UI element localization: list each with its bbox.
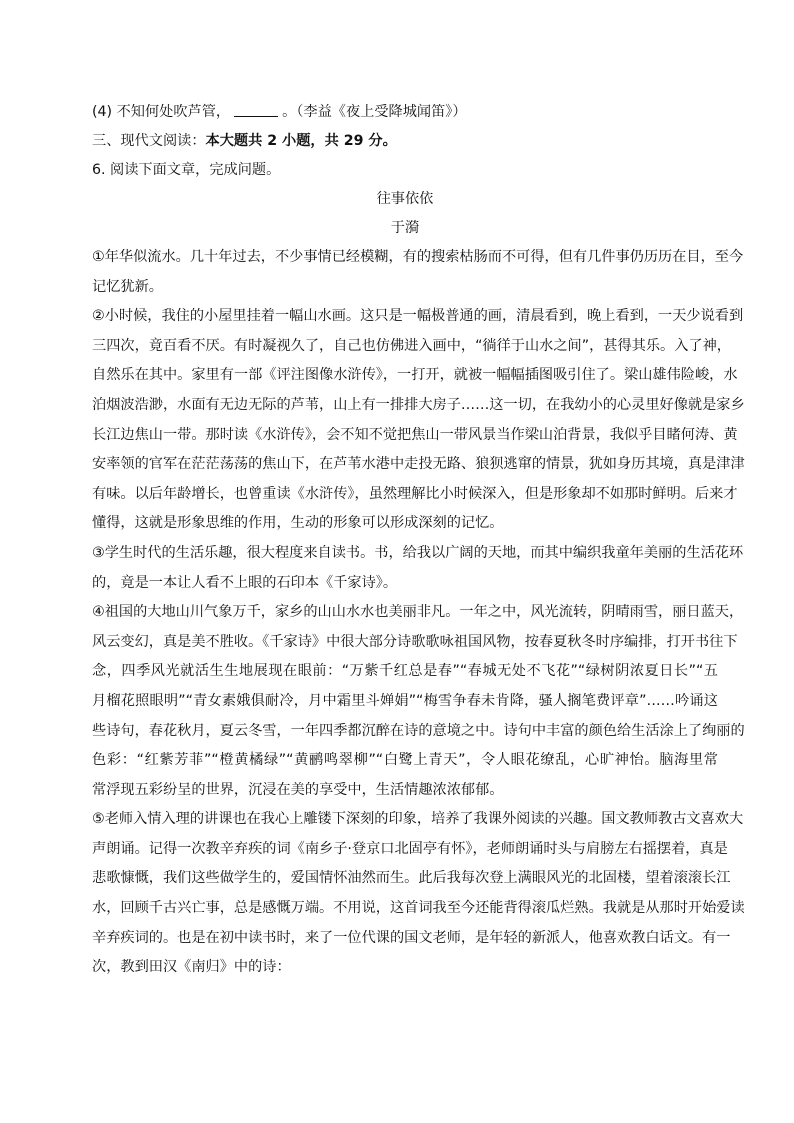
question-4-suffix: 。（李益《夜上受降城闻笛》） [282,104,467,120]
section-3-bold: 本大题共 2 小题，共 29 分。 [205,133,397,149]
question-6-instruction: 6. 阅读下面文章，完成问题。 [92,162,281,178]
question-4 [92,98,718,127]
paragraph-line: 风云变幻，真是美不胜收。《千家诗》中很大部分诗歌歌咏祖国风物，按春夏秋冬时序编排，打开书往下 [92,633,738,650]
article-body [92,243,745,983]
paragraph-line: ①年华似流水。几十年过去，不少事情已经模糊，有的搜索枯肠而不可得，但有几件事仍历历在目，至今 [92,249,744,265]
paragraph-line: 有味。以后年龄增长，也曾重读《水浒传》，虽然理解比小时候深入，但是形象却不如那时鲜明。后来才 [92,485,738,502]
paragraph-line: ⑤老师入情入理的讲课也在我心上雕镂下深刻的印象，培养了我课外阅读的兴趣。国文教师教古文喜欢大 [92,811,744,828]
paragraph-line: 念，四季风光就活生生地展现在眼前：“万紫千红总是春”“春城无处不飞花”“绿树阴浓夏日长”“五 [92,663,718,680]
question-4-prefix: (4) 不知何处吹芦管， [92,104,231,120]
article-title: 往事依依 [376,191,434,207]
paragraph-line: 辛弃疾词的。也是在初中读书时，来了一位代课的国文老师，是年轻的新派人，他喜欢教白话文。有一 [92,929,731,946]
paragraph-line: 悲歌慷慨，我们这些做学生的，爱国情怀油然而生。此后我每次登上满眼风光的北固楼，望着滚滚长江 [92,870,731,887]
paragraph-line: 次，教到田汉《南归》中的诗： [92,959,291,976]
paragraph-line: ④祖国的大地山川气象万千，家乡的山山水水也美丽非凡。一年之中，风光流转，阴晴雨雪，丽日蓝天， [92,604,744,621]
paragraph-line: 月榴花照眼明”“青女素娥俱耐冷，月中霜里斗婵娟”“梅雪争春未肯降，骚人搁笔费评章”……吟诵这 [92,692,718,709]
article-paragraph [92,598,745,805]
paragraph-line: ③学生时代的生活乐趣，很大程度来自读书。书，给我以广阔的天地，而其中编织我童年美丽的生活花环 [92,544,744,561]
paragraph-line: 水，回顾千古兴亡事，总是感慨万端。不用说，这首词我至今还能背得滚瓜烂熟。我就是从那时开始爱读 [92,900,745,917]
paragraph-line: 泊烟波浩渺，水面有无边无际的芦苇，山上有一排排大房子……这一切，在我幼小的心灵里好像就是家乡 [92,396,745,413]
section-3-prefix: 三、现代文阅读： [92,133,206,149]
paragraph-line: 自然乐在其中。家里有一部《评注图像水浒传》，一打开，就被一幅幅插图吸引住了。梁山雄伟险峻，水 [92,367,738,384]
paragraph-line: 常浮现五彩纷呈的世界，沉浸在美的享受中，生活情趣浓浓郁郁。 [92,781,504,798]
page-content [92,98,745,983]
paragraph-line: 些诗句，春花秋月，夏云冬雪，一年四季都沉醉在诗的意境之中。诗句中丰富的颜色给生活涂上了绚丽的 [92,722,745,739]
article-paragraph [92,243,744,302]
paragraph-line: 长江边焦山一带。那时读《水浒传》，会不知不觉把焦山一带风景当作梁山泊背景，我似乎目睹何涛、黄 [92,426,738,443]
article-paragraph [92,302,745,539]
paragraph-line: 懂得，这就是形象思维的作用，生动的形象可以形成深刻的记忆。 [92,515,504,532]
paragraph-line: 声朗诵。记得一次教辛弃疾的词《南乡子·登京口北固亭有怀》，老师朗诵时头与肩膀左右摇摆着，真是 [92,840,728,857]
paragraph-line: 色彩：“红紫芳菲”“橙黄橘绿”“黄鹂鸣翠柳”“白鹭上青天”，令人眼花缭乱，心旷神怡。脑海里常 [92,752,718,769]
paragraph-line: ②小时候，我住的小屋里挂着一幅山水画。这只是一幅极普通的画，清晨看到，晚上看到，一天少说看到 [92,308,744,325]
paragraph-line: 记忆犹新。 [92,278,163,295]
answer-blank[interactable] [234,102,278,117]
section-3-heading [92,127,718,156]
article-author: 于漪 [390,220,420,236]
paragraph-line: 三四次，竟百看不厌。有时凝视久了，自己也仿佛进入画中，“徜徉于山水之间”，甚得其乐。入了神， [92,337,731,354]
paragraph-line: 安率领的官军在茫茫荡荡的焦山下，在芦苇水港中走投无路、狼狈逃窜的情景，犹如身历其境，真是津津 [92,456,745,473]
article-paragraph [92,805,745,983]
paragraph-line: 的，竟是一本让人看不上眼的石印本《千家诗》。 [92,574,398,591]
article-paragraph [92,539,744,598]
